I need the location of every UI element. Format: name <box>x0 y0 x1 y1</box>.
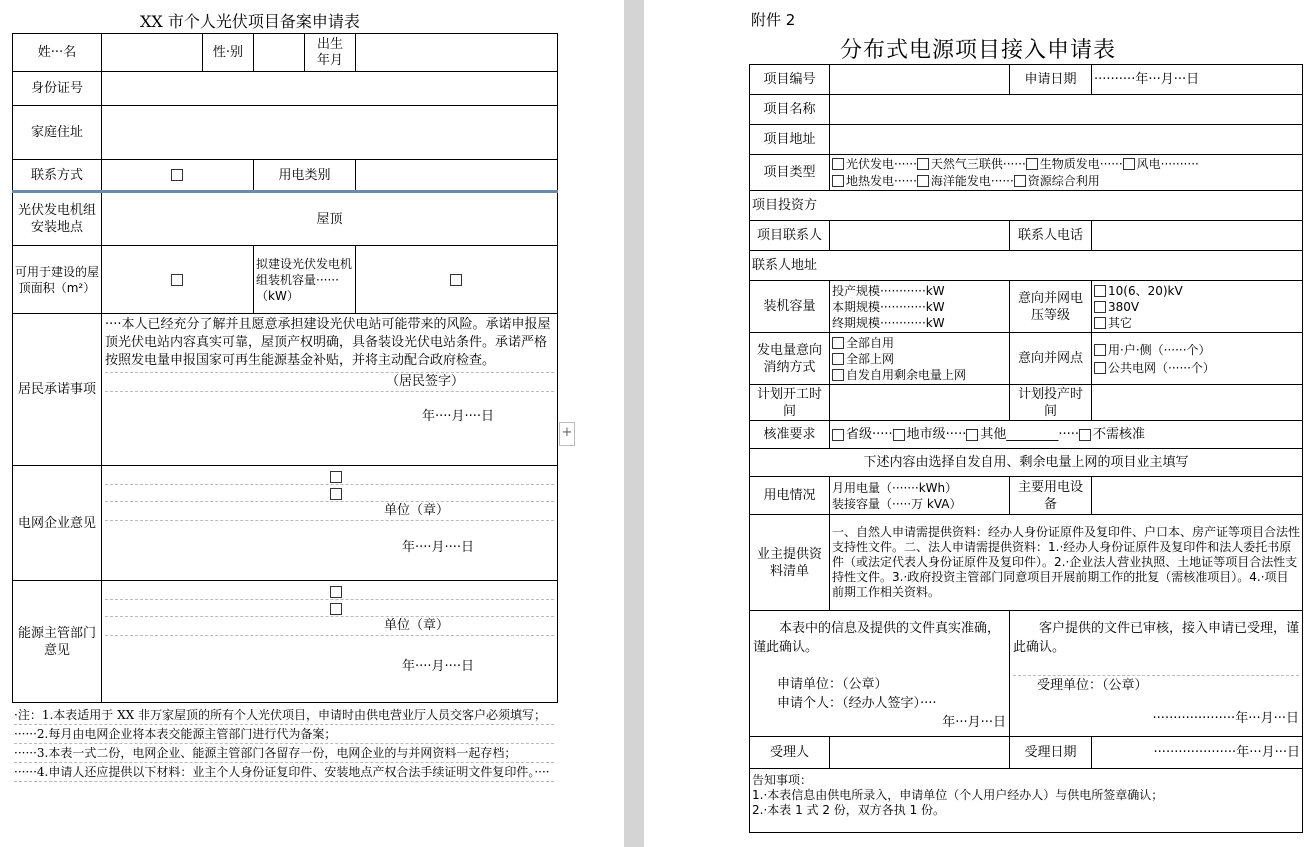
plan-run-field[interactable] <box>1092 385 1303 421</box>
grid-point-options[interactable] <box>1092 333 1303 385</box>
energy-seal: 单位（章） <box>105 617 554 636</box>
capacity-checkbox[interactable] <box>450 274 462 286</box>
commit-label: 居民承诺事项 <box>13 314 102 466</box>
apply-person: 申请个人：（经办人签字）···· <box>777 696 937 711</box>
id-label: 身份证号 <box>13 72 102 106</box>
id-field[interactable] <box>102 72 558 106</box>
approval-label: 核准要求 <box>750 421 830 449</box>
commit-cell <box>102 314 558 466</box>
roof-area-checkbox[interactable] <box>171 274 183 286</box>
grid-point-user[interactable]: 用·户·侧（······个） <box>1108 342 1211 357</box>
approval-none[interactable]: 不需核准 <box>1093 427 1146 442</box>
voltage-options[interactable] <box>1092 281 1303 333</box>
voltage-380v[interactable]: 380V <box>1108 299 1140 314</box>
accept-date-fill: ····················年···月···日 <box>1152 711 1299 726</box>
energy-opinion-cell[interactable] <box>102 581 558 703</box>
project-type-label: 项目类型 <box>750 155 830 191</box>
type-ocean[interactable]: 海洋能发电······ <box>930 173 1014 188</box>
contact-phone-label: 联系人电话 <box>1010 221 1092 251</box>
materials-label: 业主提供资料清单 <box>750 515 830 611</box>
project-no-field[interactable] <box>830 65 1010 95</box>
contact-person-label: 项目联系人 <box>750 221 830 251</box>
left-title: XX 市个人光伏项目备案申请表 <box>140 12 360 31</box>
project-addr-label: 项目地址 <box>750 125 830 155</box>
approval-options[interactable] <box>830 421 1303 449</box>
type-wind[interactable]: 风电·········· <box>1136 156 1199 171</box>
left-notes <box>14 706 554 782</box>
voltage-label: 意向并网电压等级 <box>1010 281 1092 333</box>
declare-left-cell <box>750 611 1010 737</box>
accept-unit: 受理单位：（公章） <box>1013 675 1299 695</box>
usage-capacity[interactable]: 装接容量（·····万 kVA） <box>832 496 962 511</box>
name-field[interactable] <box>102 34 203 72</box>
project-name-field[interactable] <box>830 95 1303 125</box>
gender-label: 性·别 <box>203 34 254 72</box>
apply-date-label: 申请日期 <box>1010 65 1092 95</box>
usage-monthly[interactable]: 月用电量（·······kWh） <box>832 480 958 495</box>
main-equip-field[interactable] <box>1092 477 1303 515</box>
type-pv[interactable]: 光伏发电······ <box>846 156 917 171</box>
grid-point-label: 意向并网点 <box>1010 333 1092 385</box>
note-1: ·注：1.本表适用于 XX 非万家屋顶的所有个人光伏项目，申请时由供电营业厅人员交客户必须填写； <box>14 706 554 725</box>
investor-label: 项目投资方 <box>750 191 1303 221</box>
contact-label: 联系方式 <box>13 160 102 192</box>
apply-unit: 申请单位：（公章） <box>777 677 888 692</box>
commit-text: ····本人已经充分了解并且愿意承担建设光伏电站可能带来的风险。承诺申报屋顶光伏电站内容真实可靠，屋顶产权明确，具备装设光伏电站条件。承诺严格按照发电量申报国家可再生能源基金补贴，并将主动配合政府检查。 <box>105 317 551 368</box>
approval-other[interactable]: 其他________····· <box>980 427 1080 442</box>
contact-phone-field[interactable] <box>1092 221 1303 251</box>
right-title: 分布式电源项目接入申请表 <box>840 38 1117 63</box>
grid-label: 电网企业意见 <box>13 466 102 581</box>
contact-addr-label: 联系人地址 <box>750 251 1303 281</box>
project-name-label: 项目名称 <box>750 95 830 125</box>
type-gas[interactable]: 天然气三联供······ <box>930 156 1026 171</box>
add-row-icon[interactable]: + <box>559 422 575 446</box>
note-3: ······3.本表一式二份，电网企业、能源主管部门各留存一份，电网企业的与并网资料一起存档； <box>14 744 554 763</box>
notice-2: 2.·本表 1 式 2 份，双方各执 1 份。 <box>752 803 946 817</box>
cap-current[interactable]: 投产规模············kW <box>832 283 945 298</box>
consume-grid[interactable]: 全部上网 <box>846 351 895 366</box>
birth-label: 出生 年月 <box>305 34 356 72</box>
capacity-values[interactable] <box>830 281 1010 333</box>
power-type-label: 用电类别 <box>254 160 356 192</box>
birth-field[interactable] <box>356 34 558 72</box>
consume-surplus[interactable]: 自发自用剩余电量上网 <box>846 367 967 382</box>
notice-cell <box>750 769 1303 833</box>
contact-field[interactable] <box>102 160 254 192</box>
main-equip-label: 主要用电设备 <box>1010 477 1092 515</box>
approval-city[interactable]: 地市级····· <box>906 427 967 442</box>
contact-checkbox[interactable] <box>171 169 183 181</box>
contact-person-field[interactable] <box>830 221 1010 251</box>
apply-date: 年···月···日 <box>942 715 1006 730</box>
acceptor-field[interactable] <box>830 737 1010 769</box>
roof-area-label: 可用于建设的屋顶面积（m²） <box>13 246 102 314</box>
grid-point-public[interactable]: 公共电网（······个） <box>1108 360 1215 375</box>
grid-checkbox-1[interactable] <box>330 471 342 483</box>
grid-opinion-cell[interactable] <box>102 466 558 581</box>
attachment-label: 附件 2 <box>751 11 796 29</box>
project-type-options[interactable] <box>830 155 1303 191</box>
consume-self[interactable]: 全部自用 <box>846 335 895 350</box>
note-2: ······2.每月由电网企业将本表交能源主管部门进行代为备案； <box>14 725 554 744</box>
project-addr-field[interactable] <box>830 125 1303 155</box>
type-geo[interactable]: 地热发电······ <box>846 173 917 188</box>
note-4: ······4.申请人还应提供以下材料：业主个人身份证复印件、安装地点产权合法手续证明文件复印件。···· <box>14 763 554 782</box>
plan-start-field[interactable] <box>830 385 1010 421</box>
materials-text: 一、自然人申请需提供资料：经办人身份证原件及复印件、户口本、房产证等项目合法性支持性文件。二、法人申请需提供资料：1.·经办人身份证原件及复印件和法人委托书原件（或法定代表人身份证原件及复印件）。2.·企业法人营业执照、土地证等项目合法性支持性文件。3.·政府投资主管部门同意项目开展前期工作的批复（需核准项目）。4.·项目前期工作相关资料。 <box>830 515 1303 611</box>
consume-options[interactable] <box>830 333 1010 385</box>
usage-label: 用电情况 <box>750 477 830 515</box>
gender-field[interactable] <box>254 34 305 72</box>
right-form-table <box>749 64 1303 833</box>
energy-date: 年····月····日 <box>401 659 474 674</box>
approval-province[interactable]: 省级····· <box>846 427 893 442</box>
energy-checkbox-1[interactable] <box>330 586 342 598</box>
cap-final[interactable]: 终期规模············kW <box>832 315 945 330</box>
left-form-table <box>12 33 558 703</box>
notice-title: 告知事项： <box>752 773 813 787</box>
accept-date-field[interactable]: ····················年···月···日 <box>1092 737 1303 769</box>
acceptor-label: 受理人 <box>750 737 830 769</box>
consume-label: 发电量意向消纳方式 <box>750 333 830 385</box>
grid-seal: 单位（章） <box>105 502 554 521</box>
voltage-other[interactable]: 其它 <box>1108 315 1133 330</box>
capacity-label: 拟建设光伏发电机组装机容量······（kW） <box>254 246 356 314</box>
page-gap <box>624 0 644 847</box>
self-use-note: 下述内容由选择自发自用、剩余电量上网的项目业主填写 <box>750 449 1303 477</box>
declare-right: 客户提供的文件已审核，接入申请已受理，谨此确认。 <box>1013 621 1300 655</box>
energy-checkbox-2[interactable] <box>330 603 342 615</box>
usage-values[interactable] <box>830 477 1010 515</box>
grid-date: 年····月····日 <box>401 540 474 555</box>
grid-checkbox-2[interactable] <box>330 488 342 500</box>
name-label: 姓···名 <box>13 34 102 72</box>
commit-date: 年····月····日 <box>421 409 494 424</box>
notice-1: 1.·本表信息由供电所录入，申请单位（个人用户经办人）与供电所签章确认； <box>752 788 1164 802</box>
plan-start-label: 计划开工时间 <box>750 385 830 421</box>
power-type-field[interactable] <box>356 160 558 192</box>
type-resource[interactable]: 资源综合利用 <box>1027 173 1100 188</box>
right-page <box>644 0 1308 847</box>
declare-right-cell <box>1010 611 1303 737</box>
project-no-label: 项目编号 <box>750 65 830 95</box>
type-bio[interactable]: 生物质发电······ <box>1039 156 1123 171</box>
accept-date-label: 受理日期 <box>1010 737 1092 769</box>
address-label: 家庭住址 <box>13 106 102 160</box>
declare-left: 本表中的信息及提供的文件真实准确，谨此确认。 <box>753 621 1001 655</box>
plan-run-label: 计划投产时间 <box>1010 385 1092 421</box>
resident-sign: （居民签字） <box>105 372 554 392</box>
site-label: 光伏发电机组安装地点 <box>13 192 102 246</box>
address-field[interactable] <box>102 106 558 160</box>
energy-label: 能源主管部门意见 <box>13 581 102 703</box>
apply-date-field[interactable]: ··········年···月···日 <box>1092 65 1303 95</box>
cap-period[interactable]: 本期规模············kW <box>832 299 945 314</box>
capacity-field[interactable] <box>356 246 558 314</box>
left-page <box>0 0 624 847</box>
capacity-label: 装机容量 <box>750 281 830 333</box>
site-value: 屋顶 <box>102 192 558 246</box>
voltage-10kv[interactable]: 10(6、20)kV <box>1108 283 1183 298</box>
roof-area-field[interactable] <box>102 246 254 314</box>
